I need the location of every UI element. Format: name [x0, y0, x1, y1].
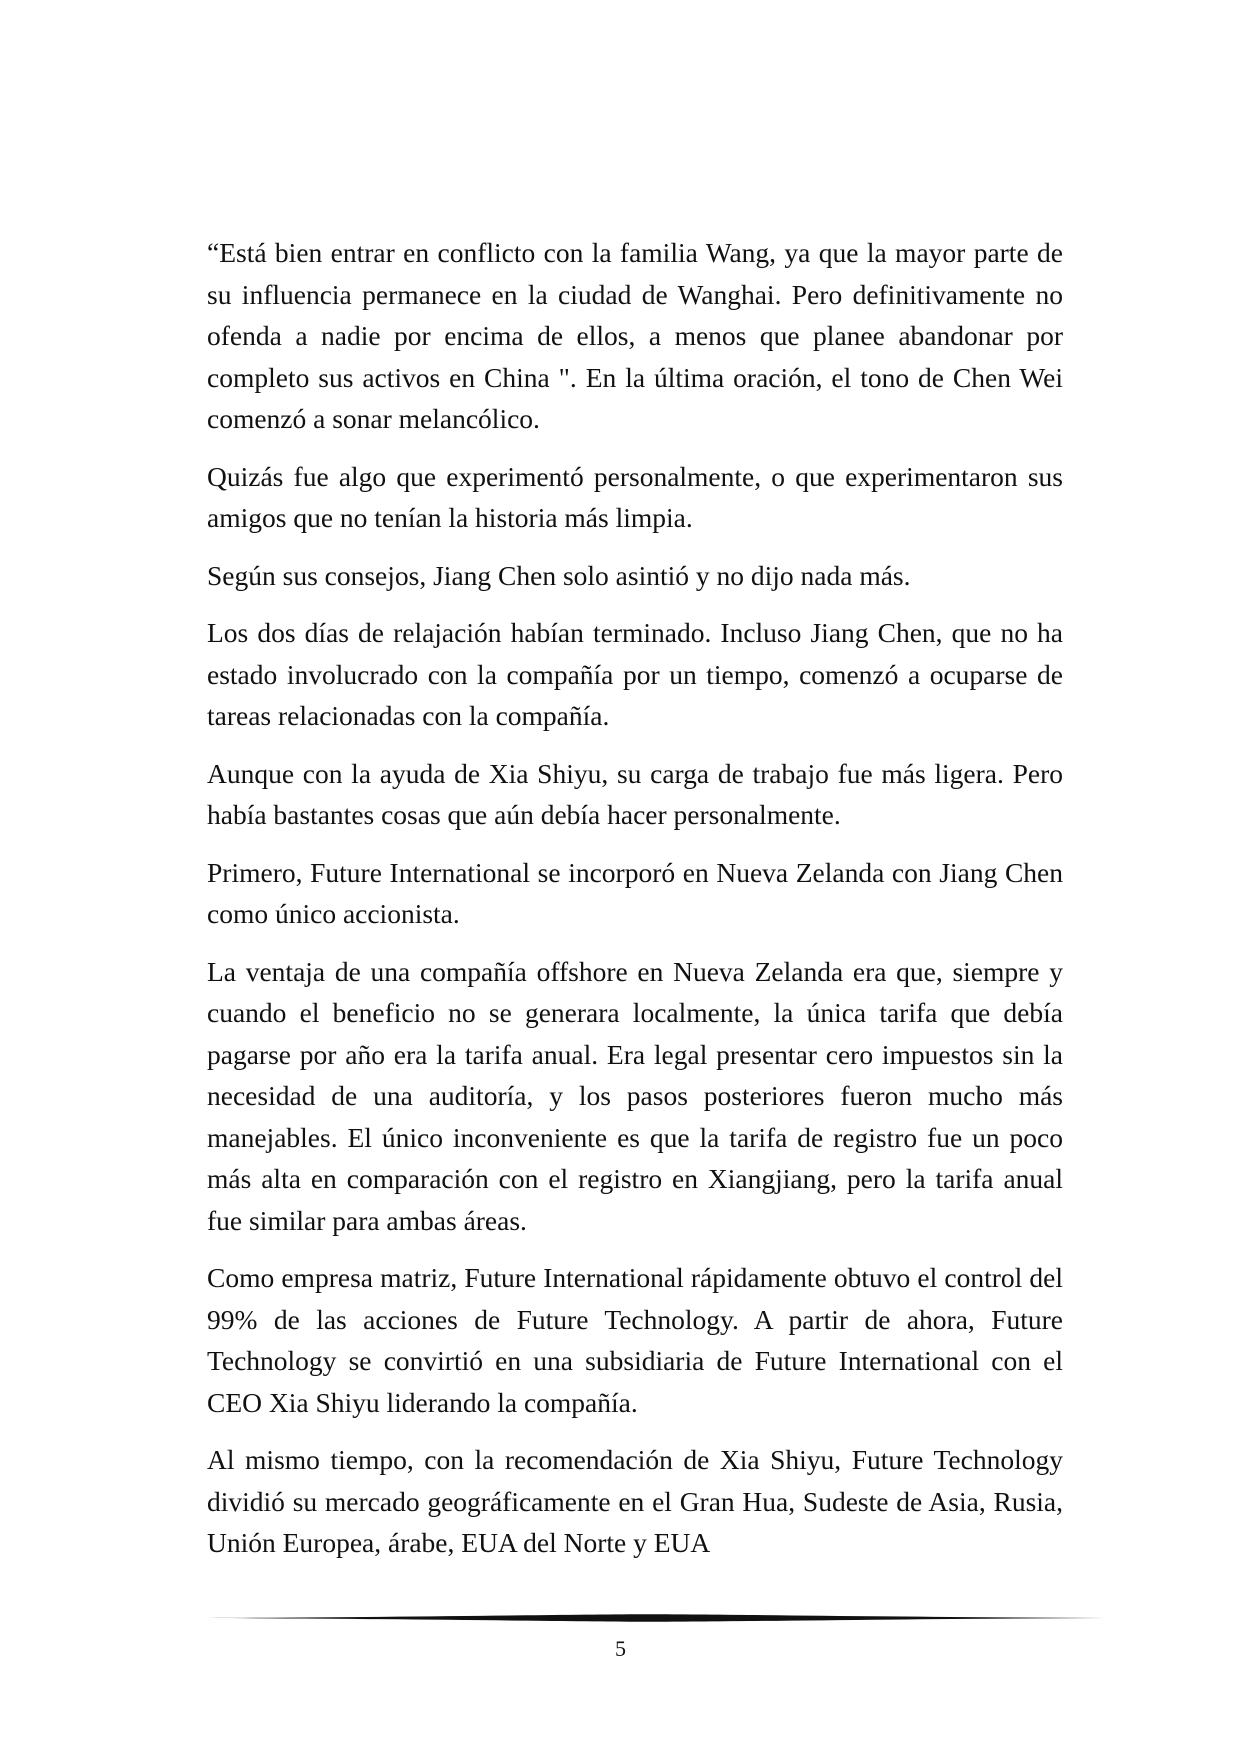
paragraph-9: Al mismo tiempo, con la recomendación de Xia Shiyu, Future Technology dividió su mercado geográficamente en el Gran Hua, Sudeste de Asia, Rusia, Unión Europea, árabe, EUA del Norte y EUA: [207, 1444, 1063, 1558]
paragraph-4: Los dos días de relajación habían terminado. Incluso Jiang Chen, que no ha estado involucrado con la compañía por un tiempo, comenzó a ocuparse de tareas relacionadas con la compañía.: [207, 617, 1063, 731]
paragraph-2: Quizás fue algo que experimentó personalmente, o que experimentaron sus amigos que no tenían la historia más limpia.: [207, 460, 1063, 533]
paragraph-3: Según sus consejos, Jiang Chen solo asintió y no dijo nada más.: [207, 559, 911, 591]
paragraph-6: Primero, Future International se incorporó en Nueva Zelanda con Jiang Chen como único accionista.: [207, 856, 1063, 929]
footer-divider: [207, 1612, 1105, 1624]
paragraph-8: Como empresa matriz, Future International rápidamente obtuvo el control del 99% de las acciones de Future Technology. A partir de ahora, Future Technology se convirtió en una subsidiaria de Future International con el CEO Xia Shiyu liderando la compañía.: [207, 1262, 1063, 1418]
body-text: [207, 232, 1063, 1580]
paragraph-5: Aunque con la ayuda de Xia Shiyu, su carga de trabajo fue más ligera. Pero había bastantes cosas que aún debía hacer personalmente.: [207, 757, 1063, 830]
paragraph-1: “Está bien entrar en conflicto con la familia Wang, ya que la mayor parte de su influencia permanece en la ciudad de Wanghai. Pero definitivamente no ofenda a nadie por encima de ellos, a menos que planee abandonar por completo sus activos en China ". En la última oración, el tono de Chen Wei comenzó a sonar melancólico.: [207, 237, 1063, 434]
page-number: 5: [615, 1636, 626, 1661]
paragraph-7: La ventaja de una compañía offshore en Nueva Zelanda era que, siempre y cuando el beneficio no se generara localmente, la única tarifa que debía pagarse por año era la tarifa anual. Era legal presentar cero impuestos sin la necesidad de una auditoría, y los pasos posteriores fueron mucho más manejables. El único inconveniente es que la tarifa de registro fue un poco más alta en comparación con el registro en Xiangjiang, pero la tarifa anual fue similar para ambas áreas.: [207, 955, 1063, 1236]
